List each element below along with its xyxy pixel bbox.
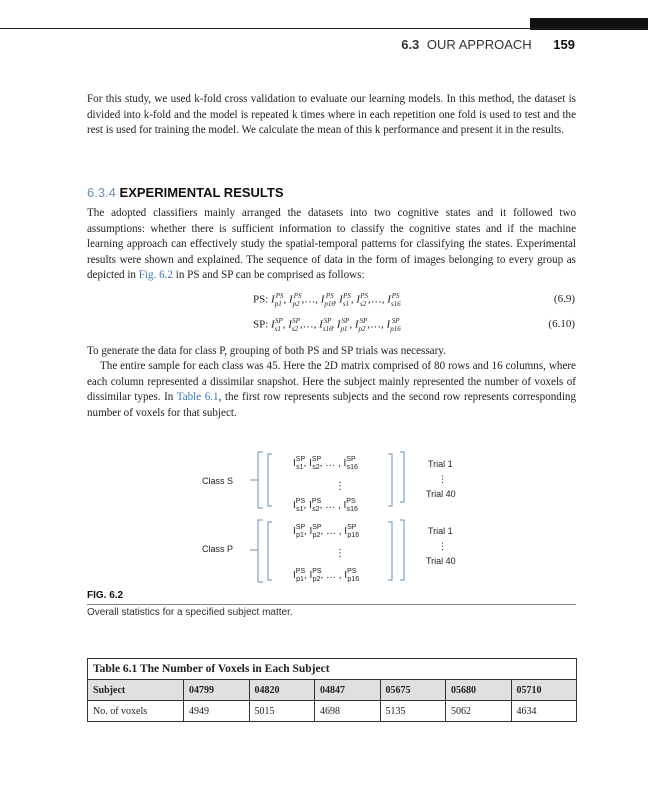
equation-ps: PS: $I_{p1}^{PS}$, $I_{p2}^{PS},\dots$, $I_{p16}^{PS}$, $I_{s1}^{PS}$, $I_{s2}^{PS},\dots$, $I_{s16}^{PS}$ (253, 292, 401, 308)
class-p-row-sp: $I^{SP}$ p1, $I^{SP}$ p2, … , $I^{SP}$ p16 (293, 524, 360, 539)
class-p-trial-first: Trial 1 (428, 526, 453, 536)
table-caption: Table 6.1 The Number of Voxels in Each Subject (88, 659, 577, 680)
running-header (401, 37, 575, 52)
table-header-cell: Subject (88, 680, 184, 701)
table-cell: 5062 (446, 701, 512, 722)
equation-sp-label: SP: (253, 318, 269, 331)
class-p-trial-bracket (400, 520, 404, 580)
heading-number: 6.3.4 (87, 185, 116, 200)
class-s-row-sp: $I^{SP}$ s1, $I^{SP}$ s2, … , $I^{SP}$ s16 (293, 456, 358, 471)
table-header-cell: 04847 (315, 680, 381, 701)
figure-caption-rule (87, 604, 576, 605)
table-cell: 5135 (380, 701, 446, 722)
equation-ps-label: PS: (253, 293, 269, 306)
table-header-cell: 04799 (184, 680, 250, 701)
class-p-outer-bracket (258, 520, 263, 582)
class-p-row-ps: $I^{PS}$ p1, $I^{PS}$ p2, … , $I^{PS}$ p16 (293, 568, 360, 583)
generate-paragraph: To generate the data for class P, grouping of both PS and SP trials was necessary. (87, 345, 446, 357)
equation-sp-number: (6.10) (548, 318, 575, 330)
figure-label: FIG. 6.2 (87, 590, 124, 601)
results-text: The adopted classifiers mainly arranged the datasets into two cognitive states and it followed two assumptions: whether there is sufficient information to classify the cognitive states and if the machine learning approach can effectively study the spatial-temporal patterns for classifying the states. Experimental results were shown and explained. The sequence of data in the form of images belonging to every group as depicted in (87, 207, 576, 281)
header-rule (0, 28, 648, 29)
fig-link[interactable]: Fig. 6.2 (138, 269, 173, 281)
table-cell: 4949 (184, 701, 250, 722)
table-header-cell: 05680 (446, 680, 512, 701)
class-p-matrix-left-bracket (268, 522, 272, 580)
class-p-matrix-right-bracket (388, 522, 392, 580)
equation-sp: SP: $I_{s1}^{SP}$, $I_{s2}^{SP},\dots$, $I_{s16}^{SP}$, $I_{p1}^{SP}$, $I_{p2}^{SP},\dots$, $I_{p16}^{SP}$ (253, 317, 401, 333)
class-s-row-ps: $I^{PS}$ s1, $I^{PS}$ s2, … , $I^{PS}$ s16 (293, 498, 358, 513)
sample-paragraph (87, 359, 576, 421)
class-s-vdots: ⋮ (335, 481, 345, 492)
section-heading (87, 185, 284, 200)
results-tail: in PS and SP can be comprised as follows: (175, 269, 365, 281)
results-paragraph (87, 206, 576, 284)
class-s-trial-last: Trial 40 (426, 489, 456, 499)
class-s-outer-bracket (258, 452, 263, 508)
sample-text: The entire sample for each class was 45. Here the 2D matrix comprised of 80 rows and 16 columns, where each column represented a dissimilar snapshot. Here the subject mainly represented the number of voxels of dissimilar types. In (87, 360, 576, 403)
table-cell: No. of voxels (88, 701, 184, 722)
page-number: 159 (553, 37, 575, 52)
class-s-trial-bracket (400, 452, 404, 502)
class-p-vdots: ⋮ (335, 548, 345, 559)
table-cell: 4698 (315, 701, 381, 722)
class-s-trial-first: Trial 1 (428, 459, 453, 469)
class-s-matrix-right-bracket (388, 454, 392, 506)
class-p-label: Class P (202, 544, 234, 554)
section-number: 6.3 (401, 37, 420, 52)
equation-ps-number: (6.9) (553, 293, 575, 305)
table-link[interactable]: Table 6.1 (176, 391, 219, 403)
table-header-cell: 05710 (511, 680, 577, 701)
table-cell: 4634 (511, 701, 577, 722)
class-s-label: Class S (202, 476, 234, 486)
table-header-cell: 04820 (249, 680, 315, 701)
section-title: OUR APPROACH (426, 37, 532, 52)
intro-paragraph: For this study, we used k-fold cross validation to evaluate our learning models. In this method, the dataset is divided into k-fold and the model is repeated k times where in each repetition one fold is used to test and the rest is used for training the model. We calculate the mean of this k performance and present it in the results. (87, 93, 576, 136)
table-cell: 5015 (249, 701, 315, 722)
table-header-row (88, 680, 577, 701)
class-p-trial-vdots: ⋮ (438, 541, 447, 551)
table-row (88, 701, 577, 722)
heading-title: EXPERIMENTAL RESULTS (119, 185, 284, 200)
voxels-table (87, 658, 577, 722)
figure-diagram (190, 444, 480, 586)
class-s-matrix-left-bracket (268, 454, 272, 506)
class-p-trial-last: Trial 40 (426, 556, 456, 566)
sample-tail: , the first row represents subjects and the second row represents corresponding number of voxels for that subject. (87, 391, 577, 419)
figure-caption: Overall statistics for a specified subject matter. (87, 607, 293, 618)
table-header-cell: 05675 (380, 680, 446, 701)
class-s-trial-vdots: ⋮ (438, 474, 447, 484)
